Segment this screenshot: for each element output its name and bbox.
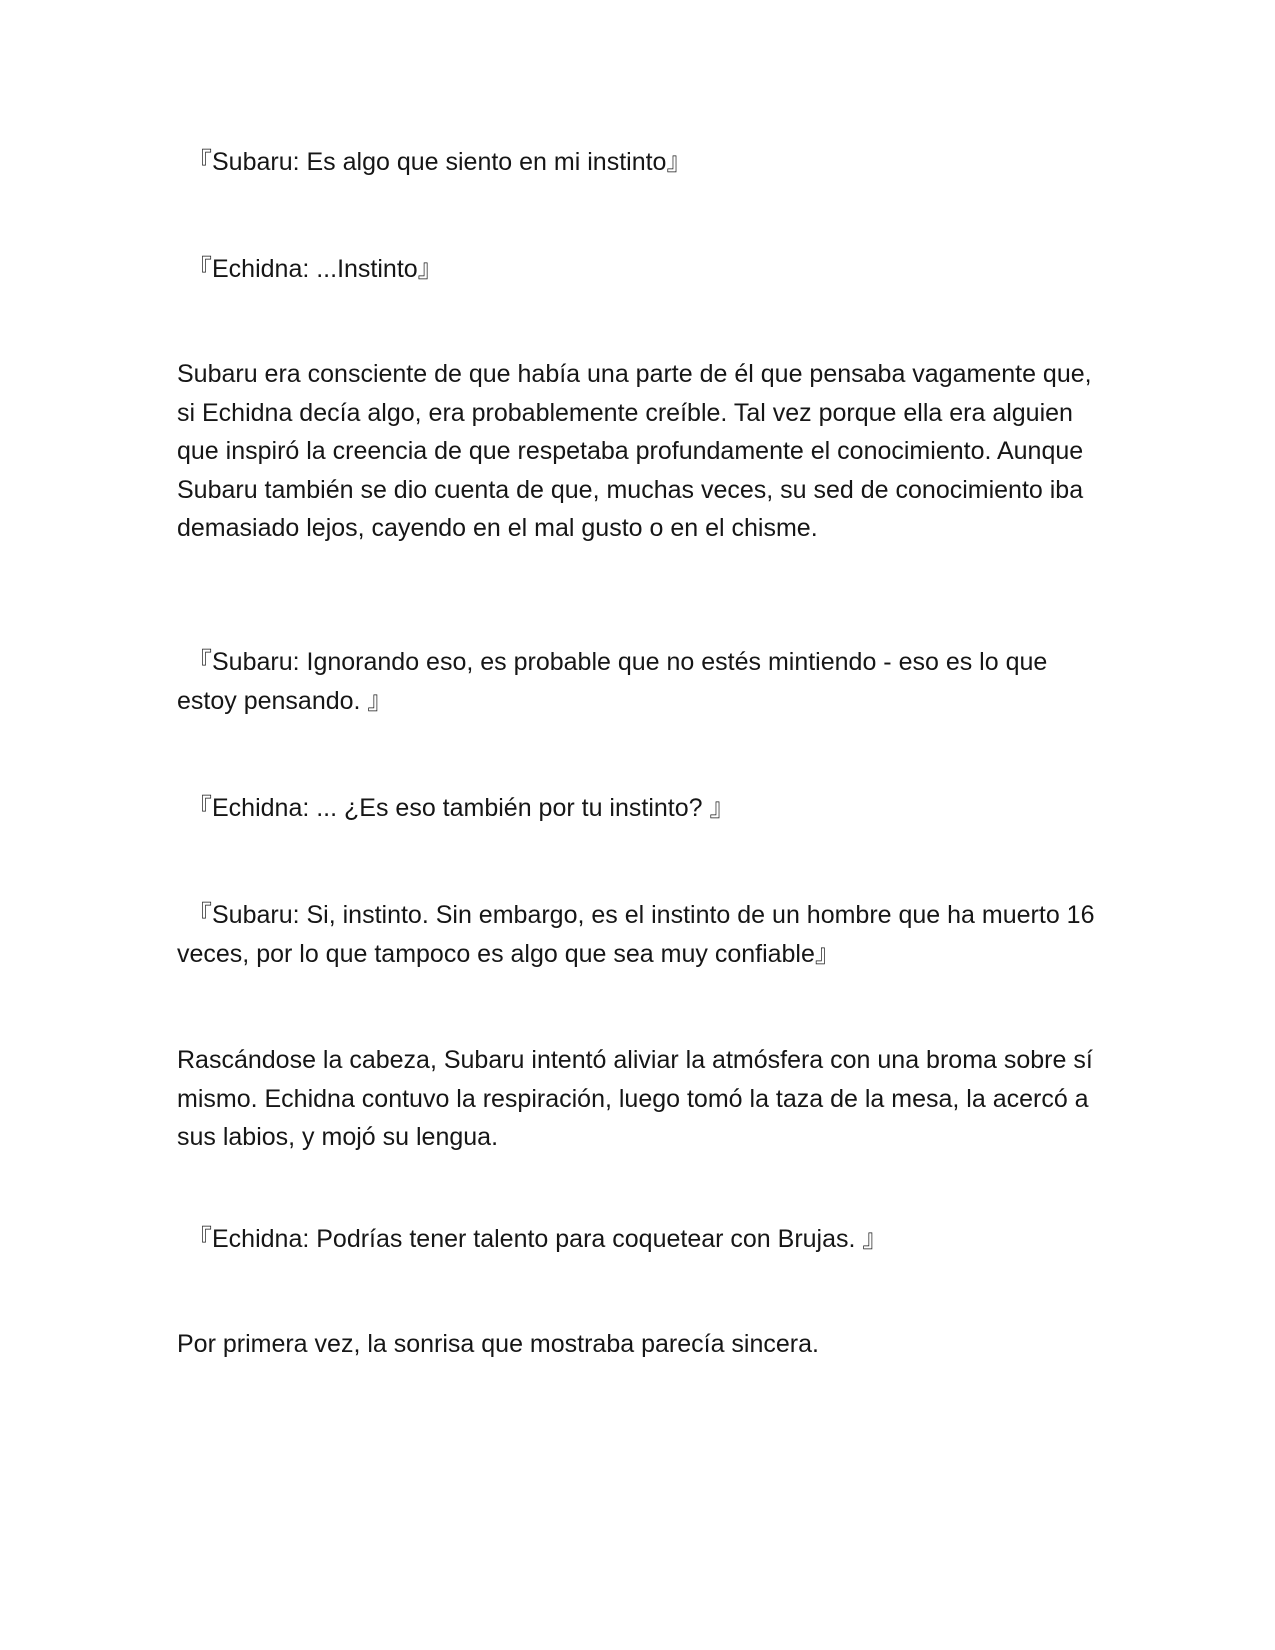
narration-paragraph-smile: Por primera vez, la sonrisa que mostraba parecía sincera. bbox=[177, 1330, 819, 1358]
dialogue-echidna-question: 『Echidna: ... ¿Es eso también por tu instinto? 』 bbox=[187, 794, 735, 822]
dialogue-subaru-not-lying: 『Subaru: Ignorando eso, es probable que no estés mintiendo - eso es lo que estoy pensando. 』 bbox=[177, 648, 1048, 715]
dialogue-subaru-instinct: 『Subaru: Es algo que siento en mi instinto』 bbox=[187, 148, 692, 176]
dialogue-echidna-witches: 『Echidna: Podrías tener talento para coquetear con Brujas. 』 bbox=[187, 1225, 888, 1253]
dialogue-echidna-instinct: 『Echidna: ...Instinto』 bbox=[187, 255, 443, 283]
narration-paragraph-knowledge: Subaru era consciente de que había una parte de él que pensaba vagamente que, si Echidna decía algo, era probablemente creíble. Tal vez porque ella era alguien que inspiró la creencia de que respetaba profundamente el conocimiento. Aunque Subaru también se dio cuenta de que, muchas veces, su sed de conocimiento iba demasiado lejos, cayendo en el mal gusto o en el chisme. bbox=[177, 360, 1092, 542]
dialogue-subaru-sixteen-deaths: 『Subaru: Si, instinto. Sin embargo, es el instinto de un hombre que ha muerto 16 veces, por lo que tampoco es algo que sea muy confiable』 bbox=[177, 901, 1095, 968]
narration-paragraph-joke: Rascándose la cabeza, Subaru intentó aliviar la atmósfera con una broma sobre sí mismo. Echidna contuvo la respiración, luego tomó la taza de la mesa, la acercó a sus labios, y mojó su lengua. bbox=[177, 1046, 1093, 1151]
